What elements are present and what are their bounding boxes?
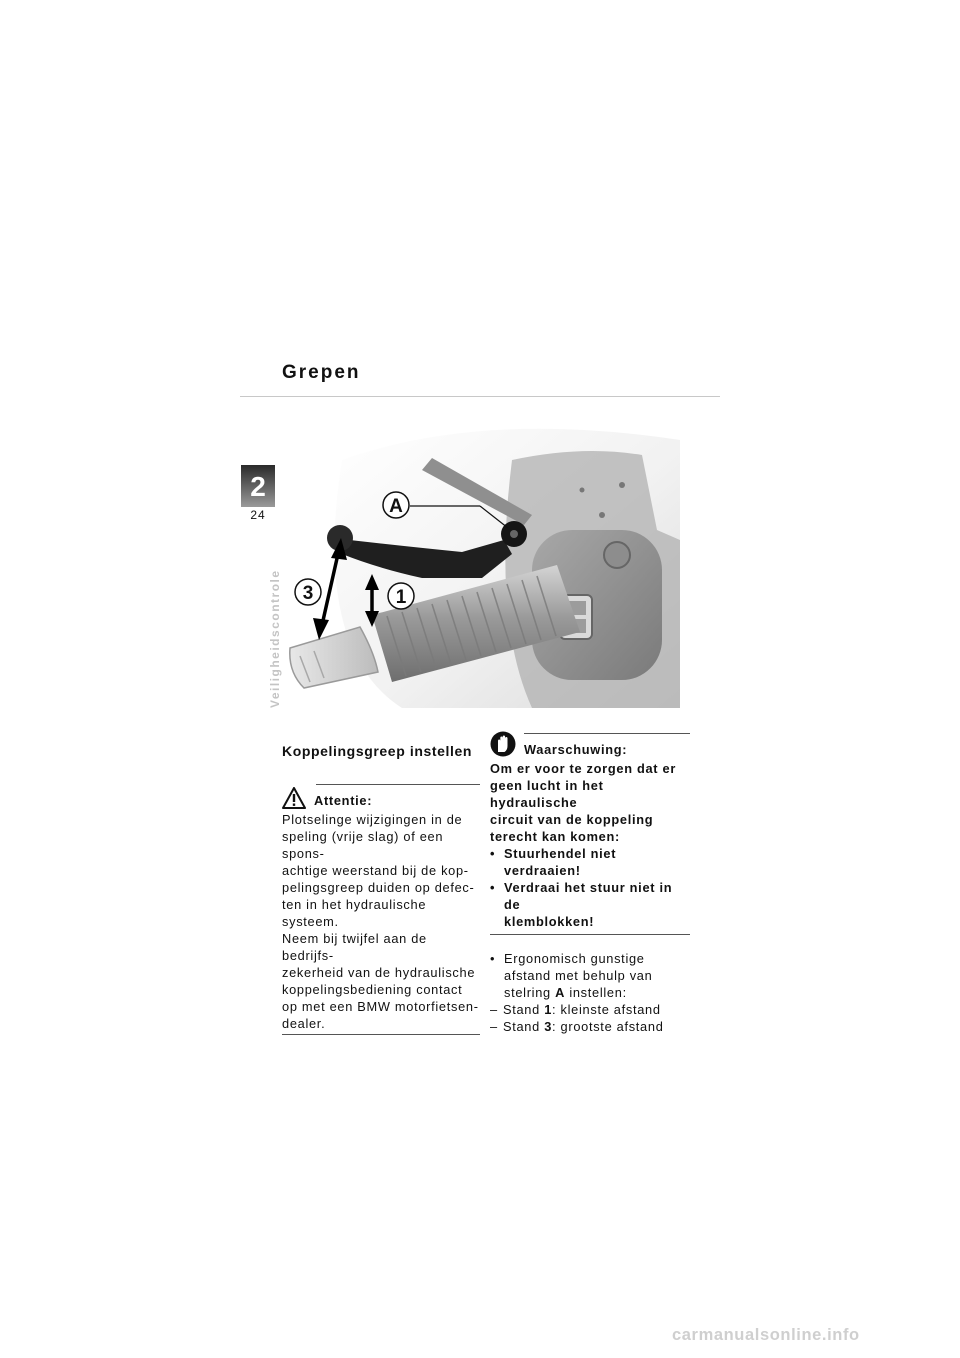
bullet-mark: • — [490, 880, 496, 895]
attention-note — [282, 784, 480, 1035]
instruction-line: afstand met behulp van — [504, 968, 653, 983]
attention-top-rule — [316, 784, 480, 785]
instruction-text: stelring — [504, 985, 556, 1000]
warning-bullet-line: Stuurhendel niet — [504, 846, 617, 861]
ref-letter: A — [555, 985, 566, 1000]
warning-label: Waarschuwing: — [524, 742, 628, 757]
stand-1-item — [490, 1001, 690, 1018]
warning-bullet — [490, 879, 690, 930]
warning-line: terecht kan komen: — [490, 829, 620, 844]
control-button — [604, 542, 630, 568]
attention-line: pelingsgreep duiden op defec- — [282, 880, 475, 895]
stand-value: 1 — [544, 1002, 553, 1017]
warning-line: circuit van de koppeling — [490, 812, 654, 827]
title-divider — [240, 396, 720, 397]
page-number: 24 — [250, 508, 266, 522]
page-title: Grepen — [282, 362, 361, 383]
attention-line: zekerheid van de hydraulische — [282, 965, 476, 980]
ergonomic-instruction — [490, 950, 690, 1001]
chapter-number-tab: 2 — [241, 465, 275, 507]
stand-text: : kleinste afstand — [552, 1002, 661, 1017]
warning-line: geen lucht in het hydraulische — [490, 778, 604, 810]
attention-line: dealer. — [282, 1016, 326, 1031]
bullet-mark: • — [490, 846, 496, 861]
stand-value: 3 — [544, 1019, 553, 1034]
section-side-label: Veiligheidscontrole — [268, 569, 282, 708]
instruction-line: Ergonomisch gunstige — [504, 951, 645, 966]
attention-line: speling (vrije slag) of een spons- — [282, 829, 444, 861]
attention-line: koppelingsbediening contact — [282, 982, 463, 997]
instruction-line — [504, 984, 690, 1001]
attention-line: systeem. — [282, 914, 339, 929]
attention-line: Neem bij twijfel aan de bedrijfs- — [282, 931, 427, 963]
warning-bullet — [490, 845, 690, 879]
warning-line: Om er voor te zorgen dat er — [490, 761, 677, 776]
attention-line: op met een BMW motorfietsen- — [282, 999, 479, 1014]
warning-bullet-line: verdraaien! — [504, 863, 581, 878]
watermark: carmanualsonline.info — [672, 1326, 860, 1344]
callout-1-label: 1 — [395, 587, 407, 608]
dash-mark: – — [490, 1019, 498, 1034]
section-heading: Koppelingsgreep instellen — [282, 743, 473, 759]
attention-line: Plotselinge wijzigingen in de — [282, 812, 463, 827]
dash-mark: – — [490, 1002, 498, 1017]
instruction-text: instellen: — [565, 985, 627, 1000]
attention-label: Attentie: — [314, 793, 373, 808]
attention-line: achtige weerstand bij de kop- — [282, 863, 469, 878]
warning-and-instructions — [490, 733, 690, 1035]
clutch-lever-photo — [282, 420, 680, 708]
attention-line: ten in het hydraulische — [282, 897, 427, 912]
warning-bullet-line: klemblokken! — [504, 914, 595, 929]
warning-triangle-icon — [282, 787, 306, 809]
stand-3-item — [490, 1018, 690, 1035]
stand-word: Stand — [503, 1002, 545, 1017]
stand-word: Stand — [503, 1019, 545, 1034]
stop-hand-icon — [490, 730, 516, 758]
callout-3-label: 3 — [302, 583, 314, 604]
callout-a-label: A — [389, 496, 403, 517]
attention-bottom-rule — [282, 1034, 480, 1035]
stand-text: : grootste afstand — [552, 1019, 664, 1034]
bullet-mark: • — [490, 951, 496, 966]
warning-bullet-line: Verdraai het stuur niet in de — [504, 880, 673, 912]
